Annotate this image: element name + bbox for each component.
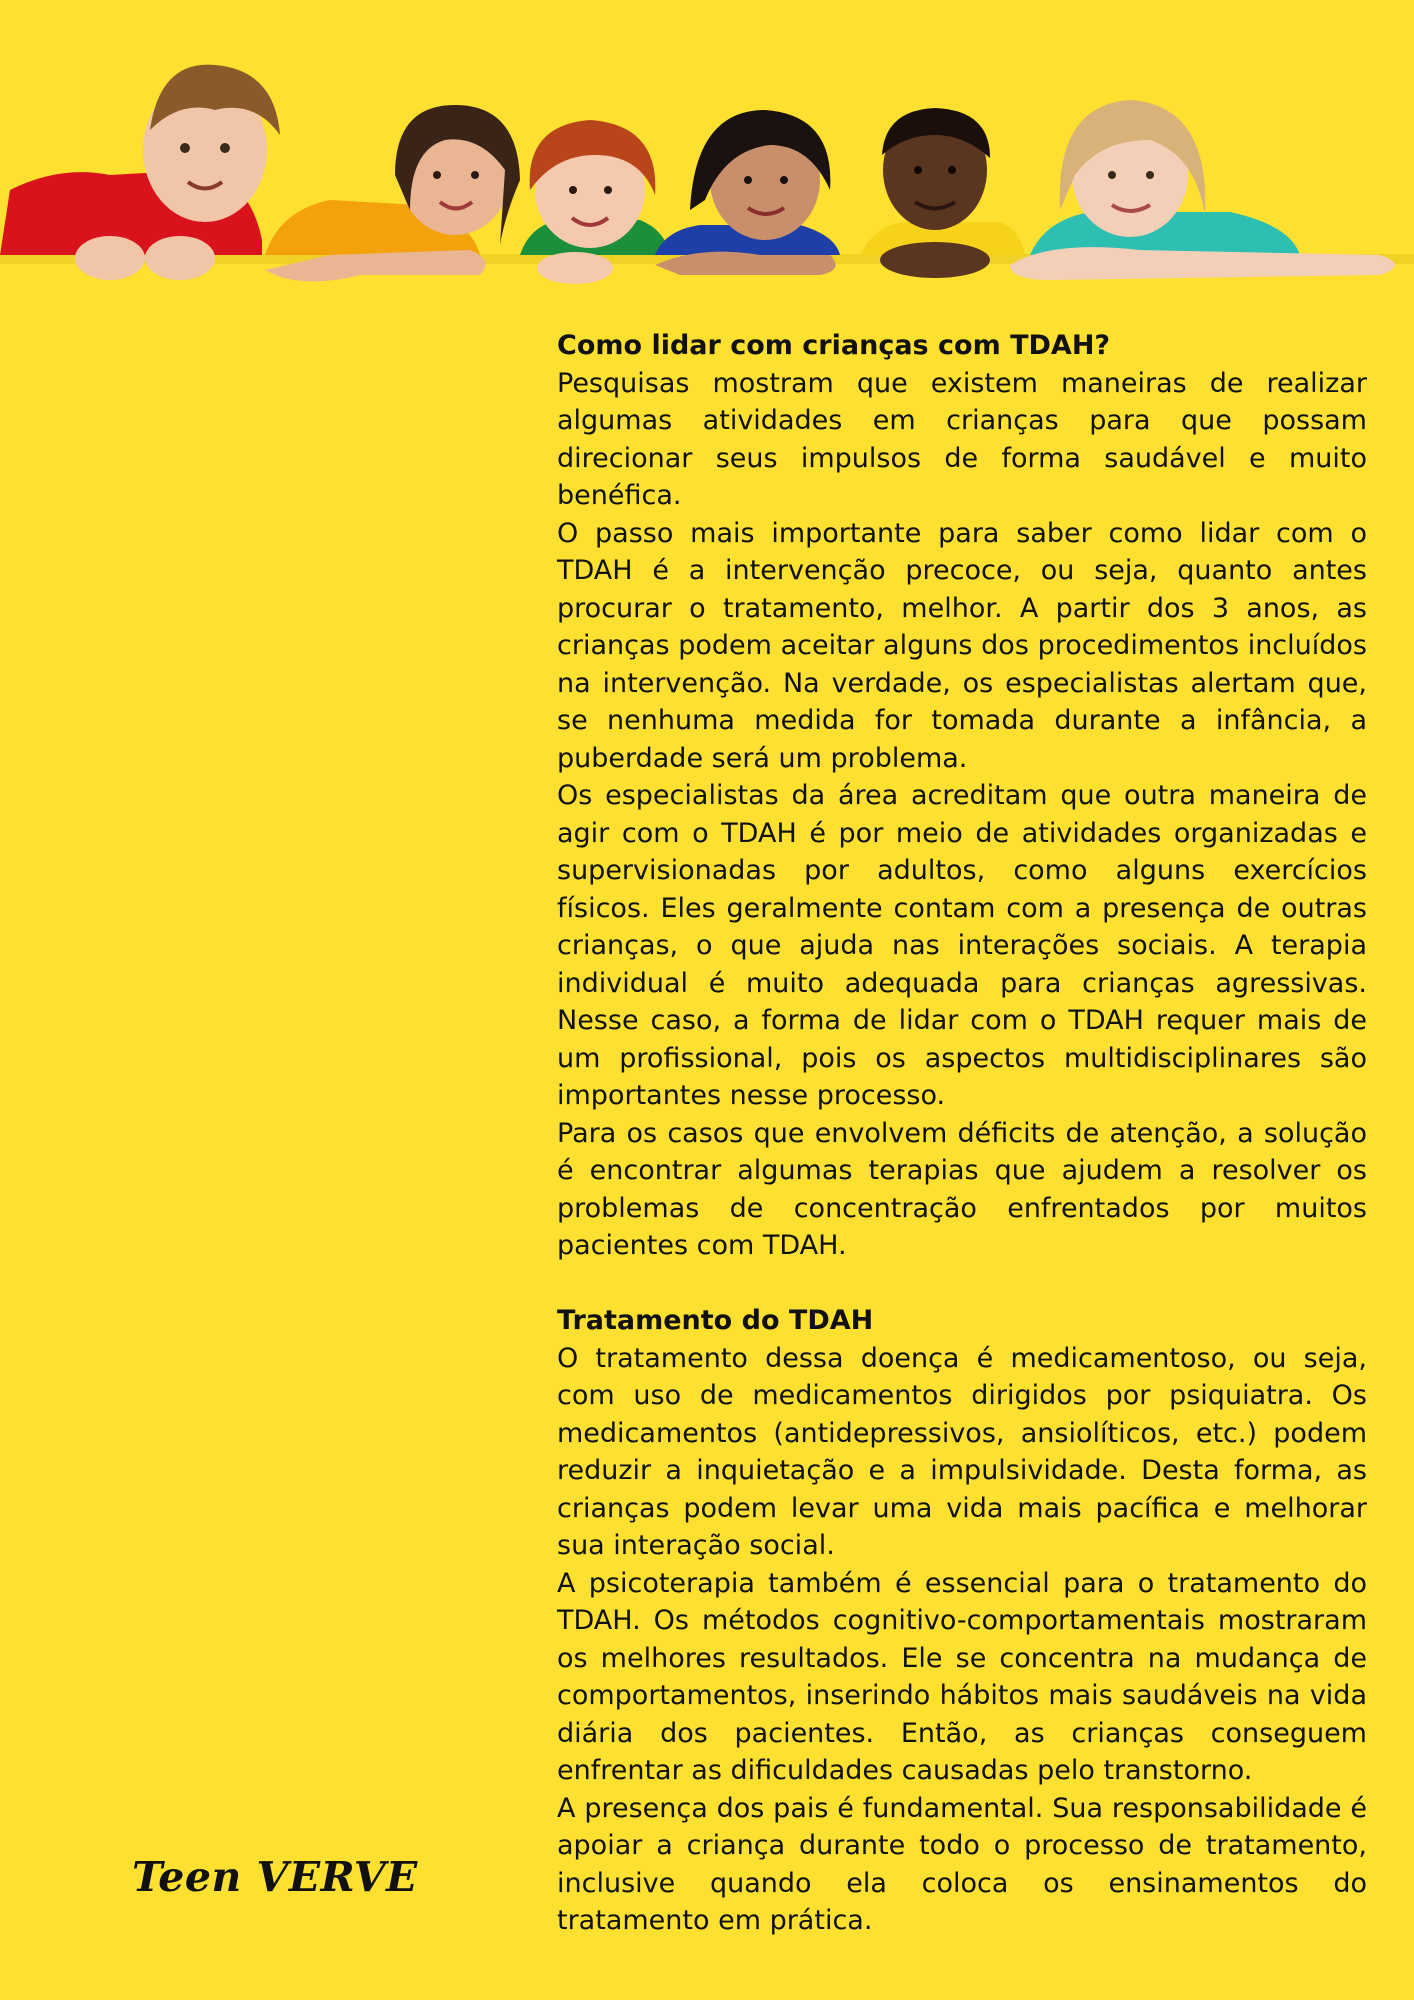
- article-body: [557, 327, 1367, 1940]
- section-spacer: [557, 1265, 1367, 1303]
- child-4-figure: [655, 110, 840, 275]
- paragraph: A presença dos pais é fundamental. Sua responsabilidade é apoiar a criança durante todo o processo de tratamento, inclusive quando ela coloca os ensinamentos do tratamento em prática.: [557, 1792, 1367, 1936]
- child-1-figure: [0, 65, 280, 280]
- section-heading-tratamento: Tratamento do TDAH: [557, 1305, 874, 1336]
- child-6-figure: [1010, 100, 1395, 280]
- section-heading-como-lidar: Como lidar com crianças com TDAH?: [557, 330, 1111, 361]
- paragraph: A psicoterapia também é essencial para o tratamento do TDAH. Os métodos cognitivo-comportamentais mostraram os melhores resultados. Ele se concentra na mudança de comportamentos, inserindo hábitos mais saudáveis na vida diária dos pacientes. Então, as crianças conseguem enfrentar as dificuldades causadas pelo transtorno.: [557, 1567, 1367, 1786]
- paragraph: Para os casos que envolvem déficits de atenção, a solução é encontrar algumas terapias que ajudem a resolver os problemas de concentração enfrentados por muitos pacientes com TDAH.: [557, 1117, 1367, 1261]
- brand-logo-text: Teen VERVE: [132, 1853, 418, 1901]
- paragraph: O passo mais importante para saber como lidar com o TDAH é a intervenção precoce, ou seja, quanto antes procurar o tratamento, melhor. A partir dos 3 anos, as crianças podem aceitar alguns dos procedimentos incluídos na intervenção. Na verdade, os especialistas alertam que, se nenhuma medida for tomada durante a infância, a puberdade será um problema.: [557, 517, 1367, 774]
- children-photo-banner: [0, 40, 1414, 330]
- paragraph: Os especialistas da área acreditam que outra maneira de agir com o TDAH é por meio de atividades organizadas e supervisionadas por adultos, como alguns exercícios físicos. Eles geralmente contam com a presença de outras crianças, o que ajuda nas interações sociais. A terapia individual é muito adequada para crianças agressivas. Nesse caso, a forma de lidar com o TDAH requer mais de um profissional, pois os aspectos multidisciplinares são importantes nesse processo.: [557, 780, 1367, 1111]
- paragraph: Pesquisas mostram que existem maneiras de realizar algumas atividades em crianças para que possam direcionar seus impulsos de forma saudável e muito benéfica.: [557, 367, 1367, 511]
- child-5-figure: [860, 108, 1025, 278]
- children-illustration: [0, 40, 1414, 330]
- paragraph: O tratamento dessa doença é medicamentoso, ou seja, com uso de medicamentos dirigidos por psiquiatra. Os medicamentos (antidepressivos, ansiolíticos, etc.) podem reduzir a inquietação e a impulsividade. Desta forma, as crianças podem levar uma vida mais pacífica e melhorar sua interação social.: [557, 1342, 1367, 1561]
